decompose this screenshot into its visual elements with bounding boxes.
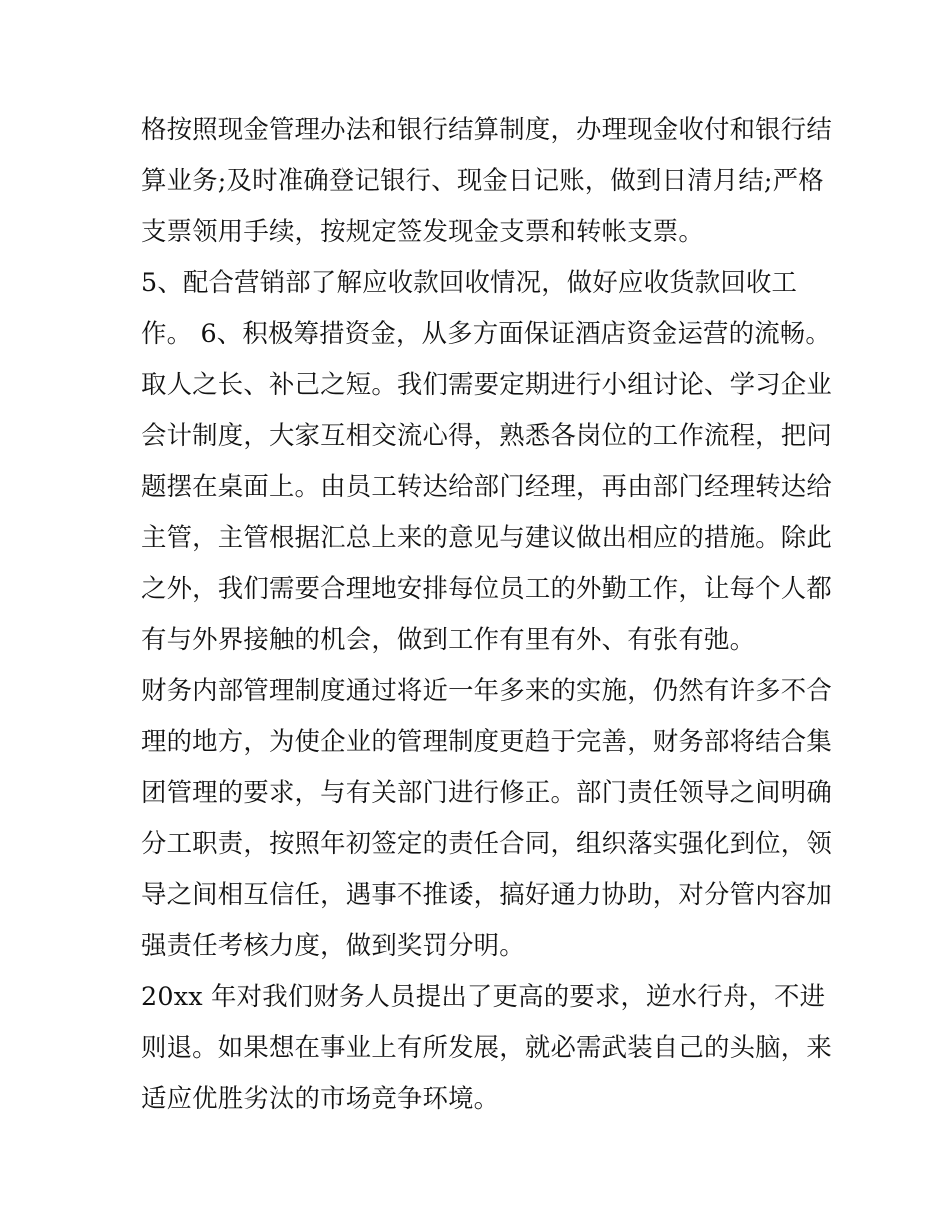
text-line: 团管理的要求，与有关部门进行修正。部门责任领导之间明确	[141, 777, 832, 807]
text-line: 支票领用手续，按规定签发现金支票和转帐支票。	[141, 216, 704, 246]
text-line: 有与外界接触的机会，做到工作有里有外、有张有弛。	[141, 624, 756, 654]
text-line: 20xx 年对我们财务人员提出了更高的要求，逆水行舟，不进	[141, 981, 826, 1011]
text-line: 强责任考核力度，做到奖罚分明。	[141, 930, 525, 960]
text-line: 5、配合营销部了解应收款回收情况，做好应收货款回收工	[141, 267, 798, 297]
text-line: 之外，我们需要合理地安排每位员工的外勤工作，让每个人都	[141, 573, 832, 603]
text-line: 取人之长、补己之短。我们需要定期进行小组讨论、学习企业	[141, 369, 832, 399]
text-line: 理的地方，为使企业的管理制度更趋于完善，财务部将结合集	[141, 726, 832, 756]
text-line: 会计制度，大家互相交流心得，熟悉各岗位的工作流程，把问	[141, 420, 832, 450]
text-line: 适应优胜劣汰的市场竞争环境。	[141, 1083, 500, 1113]
text-line: 分工职责，按照年初签定的责任合同，组织落实强化到位，领	[141, 828, 832, 858]
text-line: 导之间相互信任，遇事不推诿，搞好通力协助，对分管内容加	[141, 879, 832, 909]
text-line: 则退。如果想在事业上有所发展，就必需武装自己的头脑，来	[141, 1032, 832, 1062]
text-line: 主管，主管根据汇总上来的意见与建议做出相应的措施。除此	[141, 522, 832, 552]
text-line: 题摆在桌面上。由员工转达给部门经理，再由部门经理转达给	[141, 471, 832, 501]
text-line: 算业务;及时准确登记银行、现金日记账，做到日清月结;严格	[141, 165, 824, 195]
text-line: 作。 6、积极筹措资金，从多方面保证酒店资金运营的流畅。	[141, 318, 831, 348]
text-line: 格按照现金管理办法和银行结算制度，办理现金收付和银行结	[141, 114, 832, 144]
text-line: 财务内部管理制度通过将近一年多来的实施，仍然有许多不合	[141, 675, 832, 705]
